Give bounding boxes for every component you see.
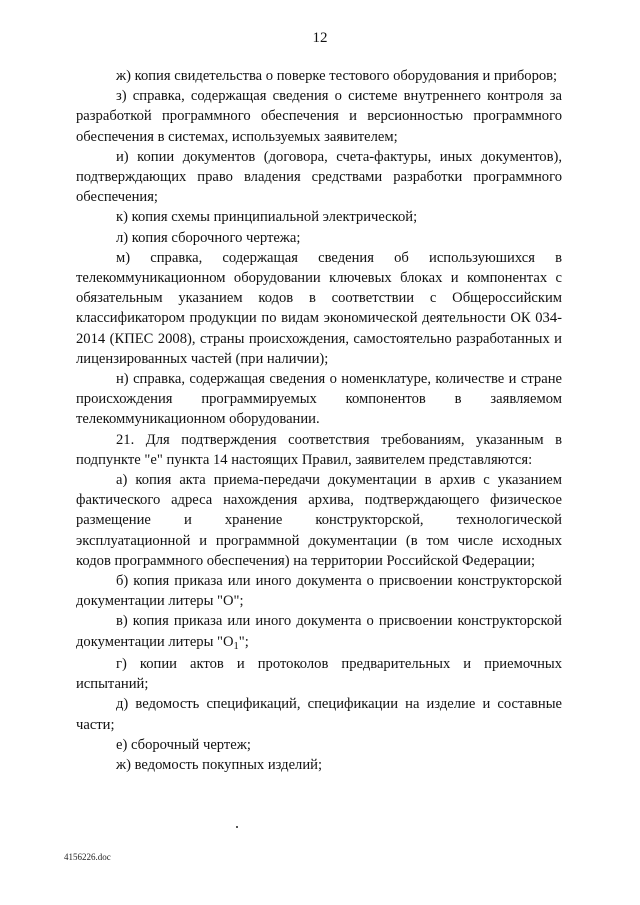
item-m-components-statement: м) справка, содержащая сведения об используюшихся в телекоммуникационном оборудовании ключевых блоках и компонентах с обязательным указанием кодов в соответствии с Общероссийским классификатором продукции по видам экономической деятельности ОК 034-2014 (КПЕС 2008), страны происхождения, самостоятельно разработанных и лицензированных частей (при наличии); [76, 249, 562, 367]
item-i-ownership-documents: и) копии документов (договора, счета-фактуры, иных документов), подтверждающих право владения средствами разработки программного обеспечения; [76, 148, 562, 206]
item-v-text: в) копия приказа или иного документа о присвоении конструкторской документации литеры "О [76, 613, 562, 650]
item-zh-purchased-items: ж) ведомость покупных изделий; [116, 756, 323, 773]
page-number: 12 [312, 30, 328, 46]
item-a-archive-transfer-act: а) копия акта приема-передачи документации в архив с указанием фактического адреса нахождения архива, подтверждающего физическое размещение и хранение конструкторской, технологической эксплуатационной и программной документации (в том числе исходных кодов программного обеспечения) на территории Российской Федерации; [76, 472, 562, 569]
footer-document-ref: 4156226.doc [64, 852, 111, 862]
item-g-test-protocols: г) копии актов и протоколов предварительных и приемочных испытаний; [76, 655, 562, 693]
scan-dot [236, 826, 238, 828]
item-v-letter-o1-order [76, 611, 562, 653]
item-n-programmable-components: н) справка, содержащая сведения о номенклатуре, количестве и стране происхождения программируемых компонентов в заявляемом телекоммуникационном оборудовании. [76, 371, 562, 428]
item-l-assembly-drawing: л) копия сборочного чертежа; [116, 229, 301, 246]
item-z-internal-control-statement: з) справка, содержащая сведения о системе внутреннего контроля за разработкой программного обеспечения и версионностью программного обеспечения в системах, используемых заявителем; [76, 88, 562, 145]
document-body [76, 66, 562, 775]
item-d-specifications: д) ведомость спецификаций, спецификации на изделие и составные части; [76, 696, 562, 733]
item-v-text-end: "; [238, 633, 249, 650]
item-e-assembly-drawing: е) сборочный чертеж; [116, 736, 251, 753]
item-zh-test-equipment-certificate: ж) копия свидетельства о поверке тестового оборудования и приборов; [116, 68, 558, 84]
item-b-letter-o-order: б) копия приказа или иного документа о присвоении конструкторской документации литеры "О"; [76, 573, 562, 610]
item-v-subscript: 1 [233, 641, 239, 653]
item-k-circuit-diagram: к) копия схемы принципиальной электрической; [116, 209, 418, 226]
clause-21: 21. Для подтверждения соответствия требованиям, указанным в подпункте "е" пункта 14 настоящих Правил, заявителем представляются: [76, 431, 562, 468]
